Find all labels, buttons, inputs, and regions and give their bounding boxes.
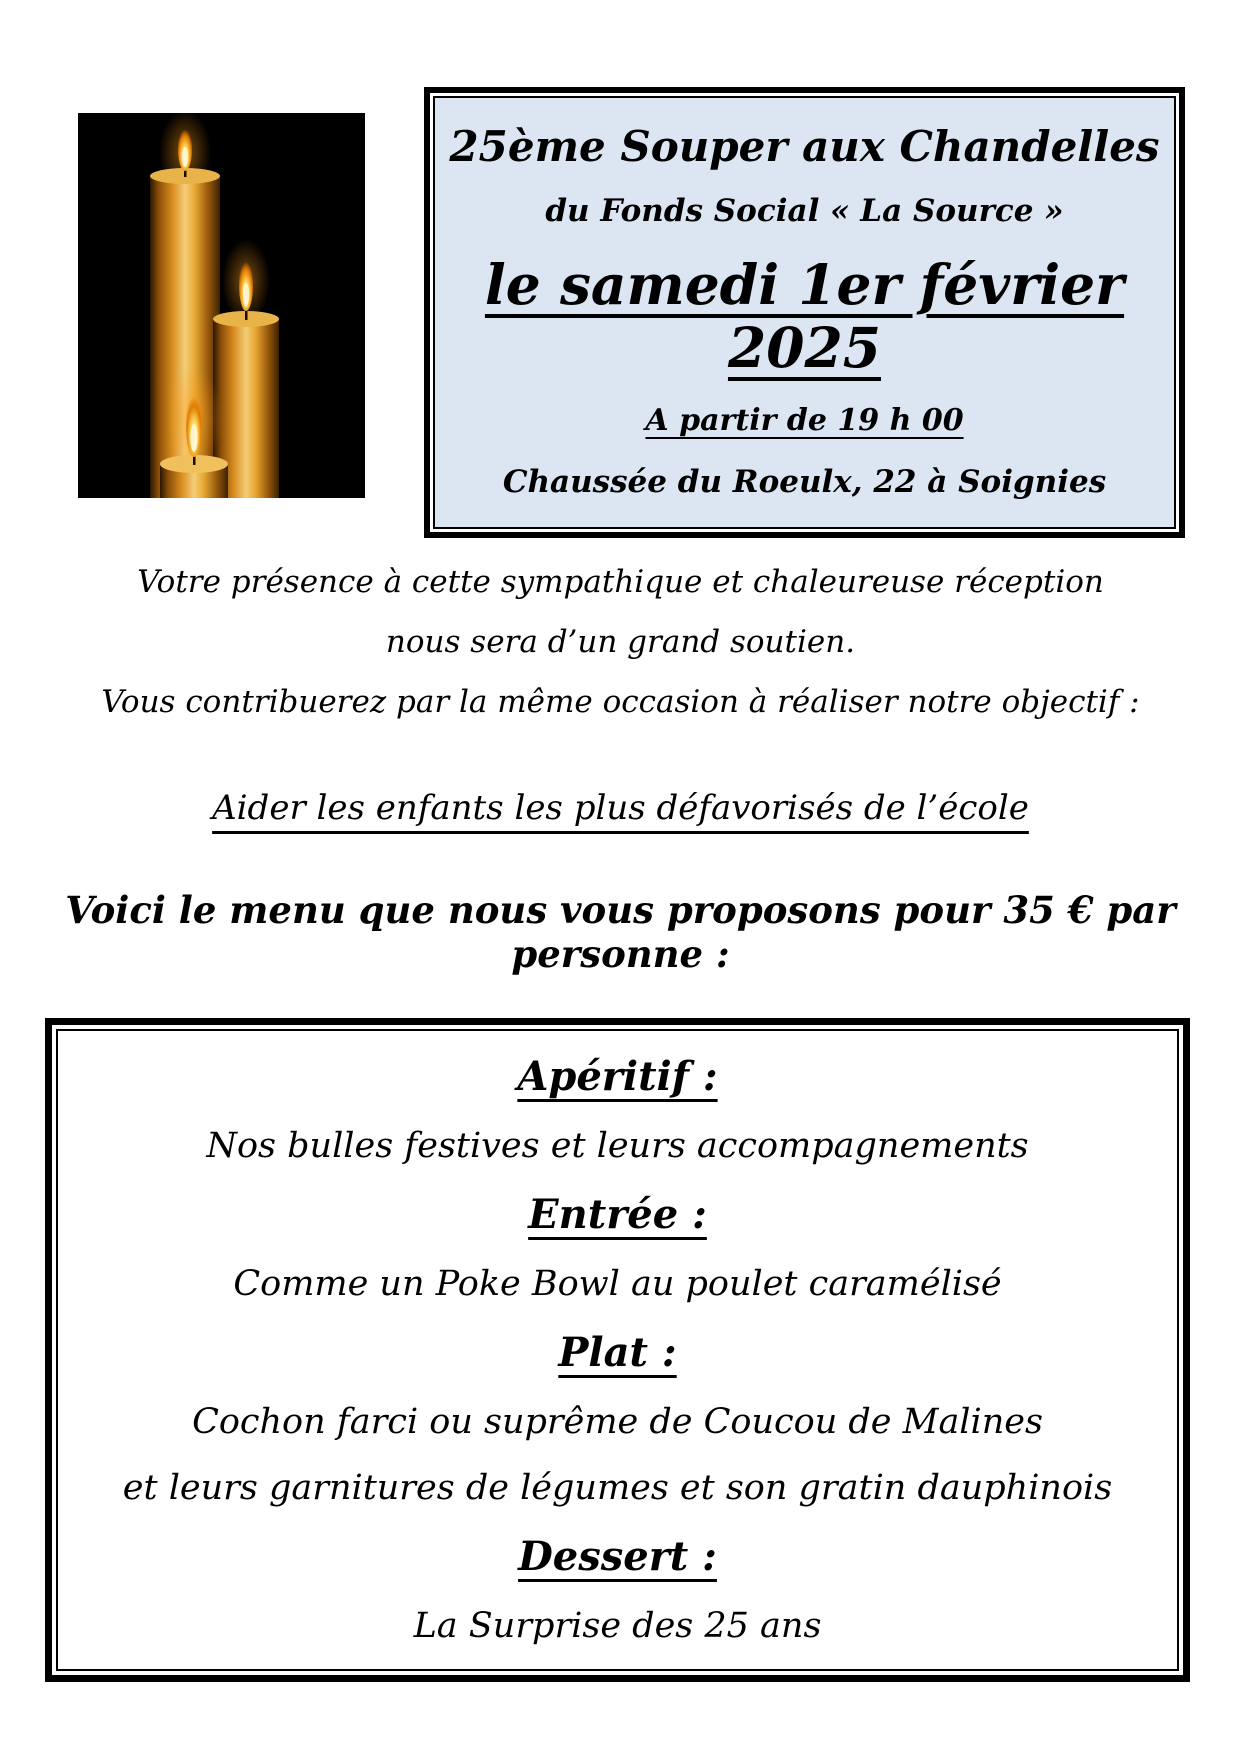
course-desc-entree: Comme un Poke Bowl au poulet caramélisé xyxy=(233,1263,1002,1304)
course-desc-dessert: La Surprise des 25 ans xyxy=(413,1605,822,1646)
intro-line-1: Votre présence à cette sympathique et chaleureuse réception xyxy=(137,564,1104,600)
event-organizer: du Fonds Social « La Source » xyxy=(545,193,1064,230)
menu-intro-line: Voici le menu que nous vous proposons pour 35 € par personne : xyxy=(65,888,1176,976)
course-desc-plat-line2: et leurs garnitures de légumes et son gratin dauphinois xyxy=(122,1467,1113,1508)
event-address: Chaussée du Roeulx, 22 à Soignies xyxy=(502,463,1107,500)
course-label-entree: Entrée : xyxy=(528,1190,707,1238)
menu-box-inner xyxy=(56,1029,1179,1671)
intro-line-2: nous sera d’un grand soutien. xyxy=(385,624,856,660)
course-label-plat: Plat : xyxy=(558,1328,677,1376)
course-desc-plat-line1: Cochon farci ou suprême de Coucou de Malines xyxy=(192,1401,1043,1442)
event-title: 25ème Souper aux Chandelles xyxy=(449,122,1160,172)
event-header-inner xyxy=(433,96,1176,529)
menu-box xyxy=(45,1018,1190,1682)
course-label-dessert: Dessert : xyxy=(518,1532,717,1580)
objective-line: Aider les enfants les plus défavorisés de l’école xyxy=(212,788,1029,828)
intro-line-3: Vous contribuerez par la même occasion à réaliser notre objectif : xyxy=(101,684,1140,720)
candles-illustration xyxy=(78,113,365,498)
event-time: A partir de 19 h 00 xyxy=(645,403,964,439)
event-date: le samedi 1er février 2025 xyxy=(484,251,1125,381)
intro-text xyxy=(0,552,1241,732)
candles-photo xyxy=(78,113,365,498)
course-label-aperitif: Apéritif : xyxy=(517,1052,718,1100)
event-header-box xyxy=(424,87,1185,538)
course-desc-aperitif: Nos bulles festives et leurs accompagnements xyxy=(206,1125,1029,1166)
